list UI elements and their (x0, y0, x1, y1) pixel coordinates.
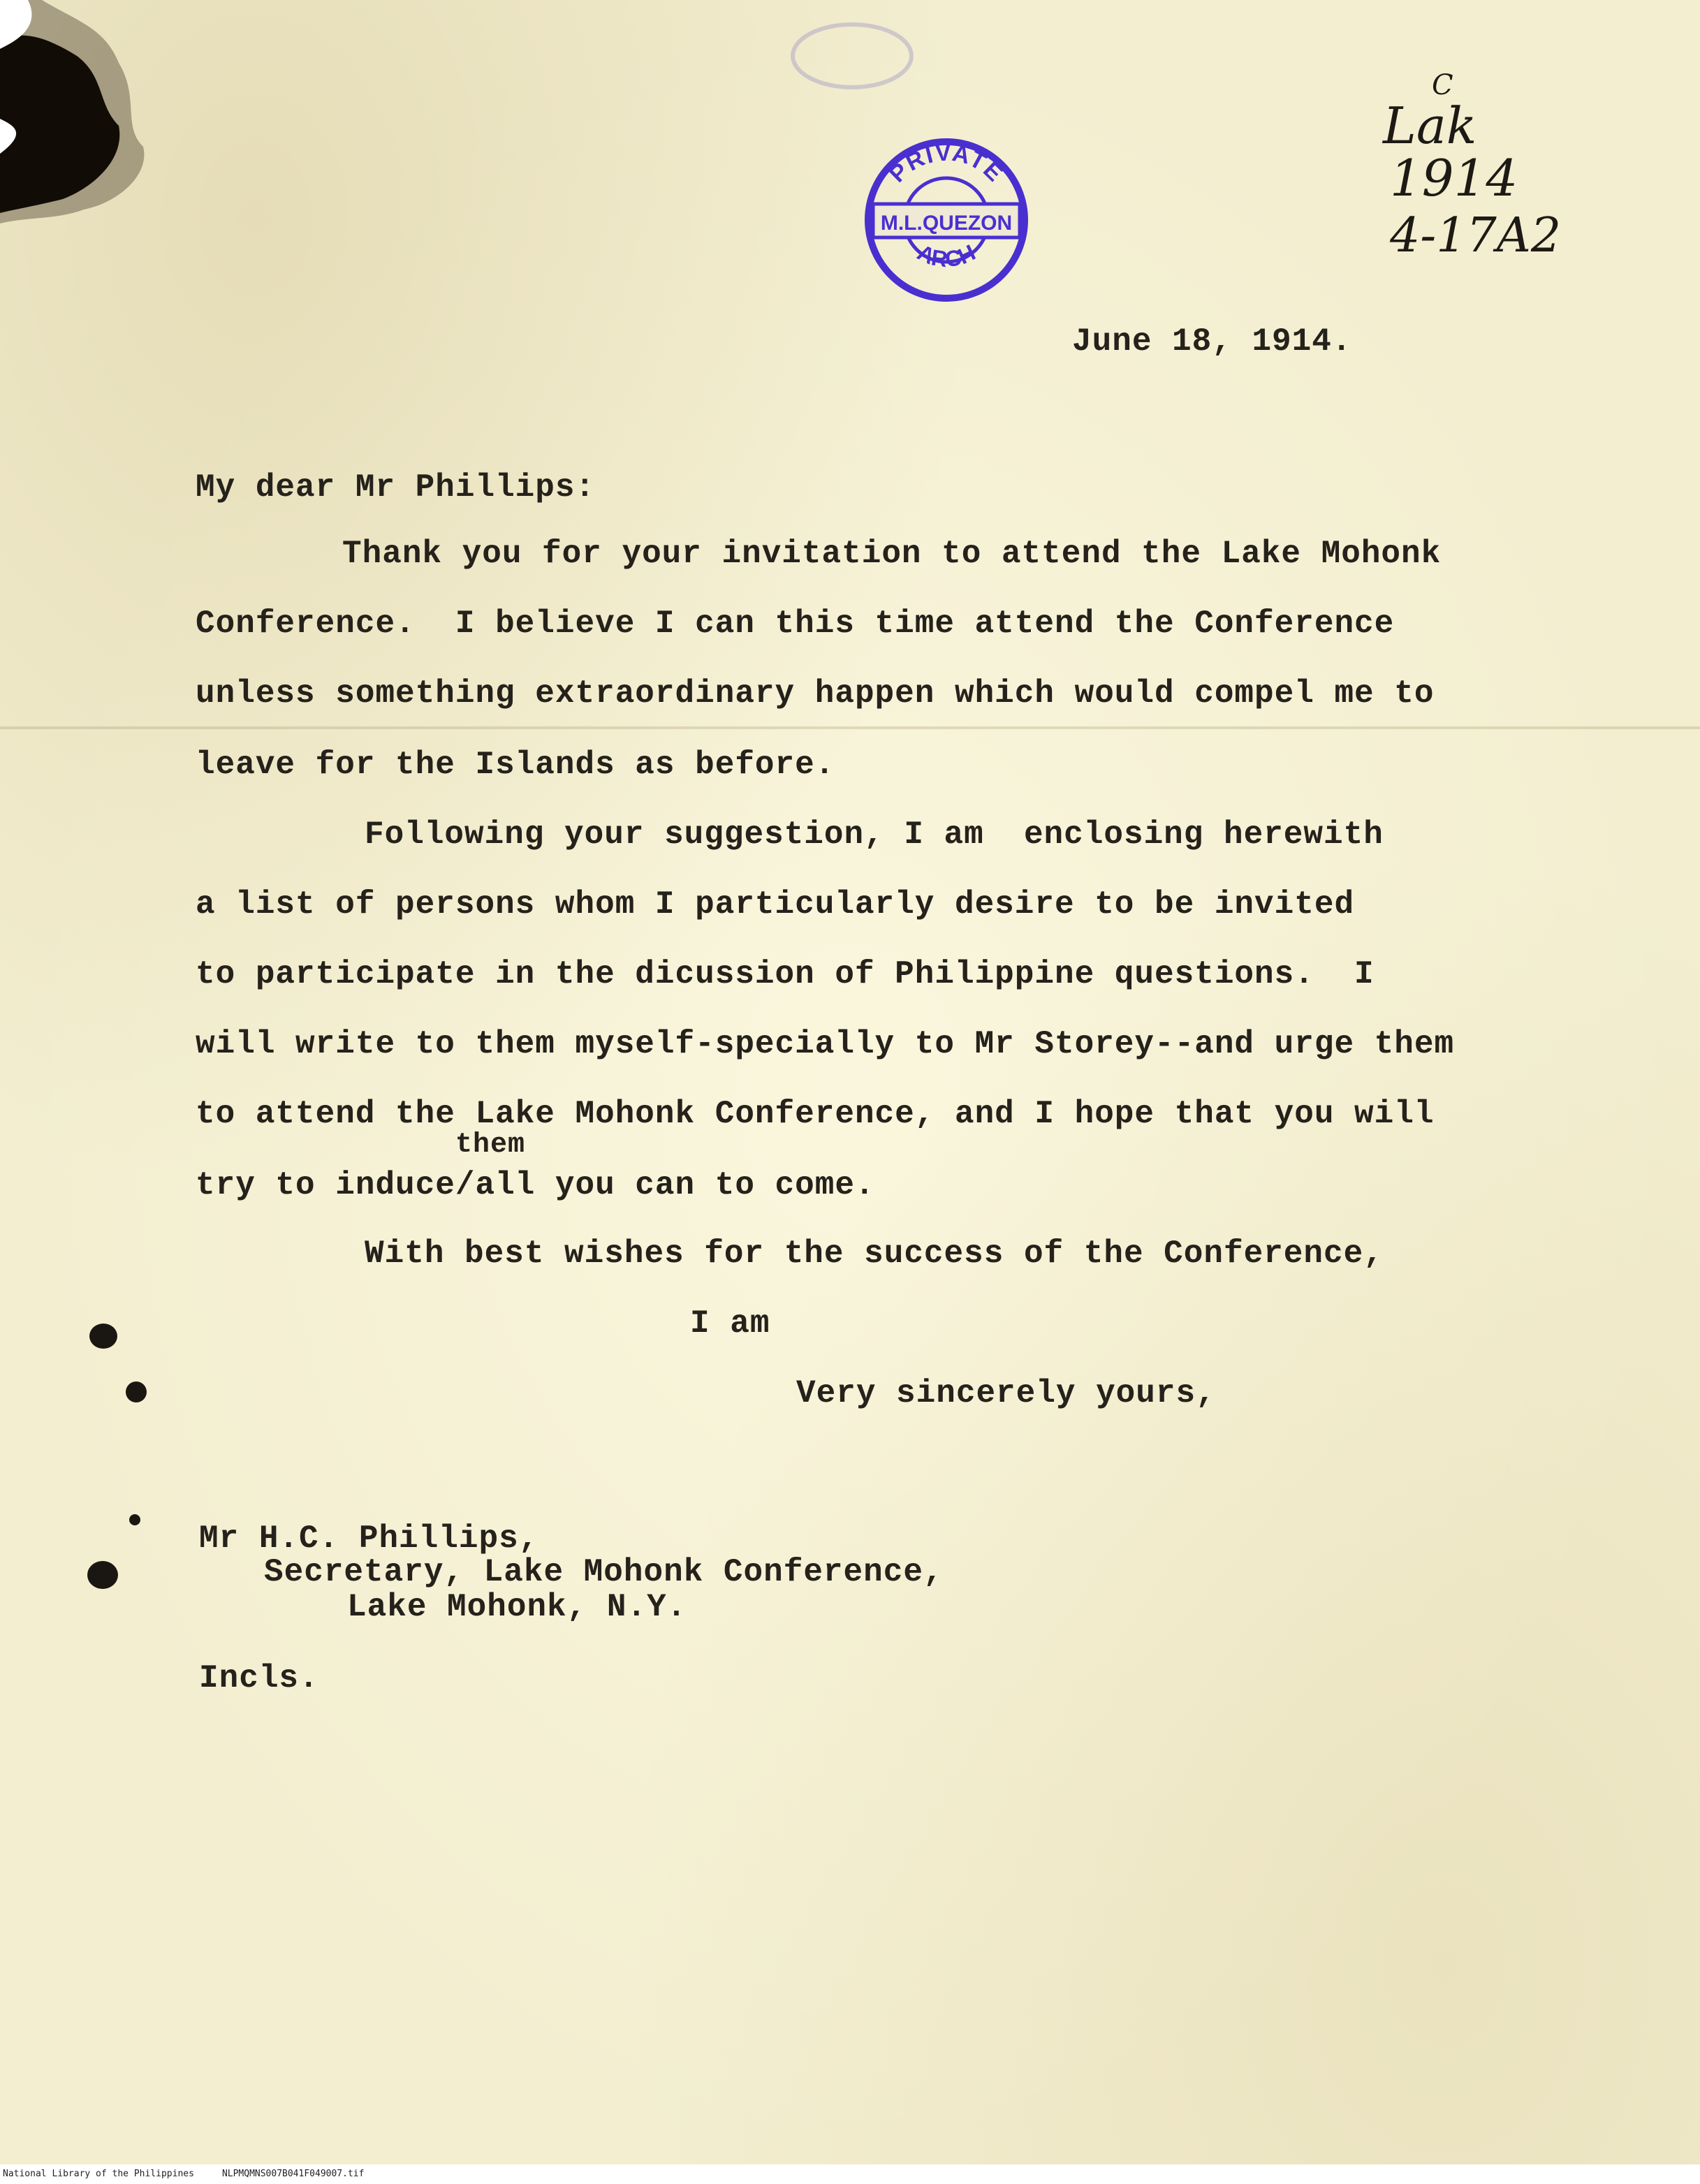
addressee-title: Secretary, Lake Mohonk Conference, (264, 1554, 944, 1590)
body-line: Conference. I believe I can this time attend the Conference (196, 606, 1395, 642)
burned-corner (0, 0, 161, 230)
private-archive-stamp (859, 133, 1034, 307)
body-line: to attend the Lake Mohonk Conference, and I hope that you will (196, 1096, 1435, 1132)
interlinear-insert: them (455, 1129, 526, 1161)
letter-date: June 18, 1914. (1072, 323, 1352, 360)
body-line: to participate in the dicussion of Philippine questions. I (196, 956, 1375, 992)
stamp-top-text: PRIVATE (884, 139, 1009, 188)
addressee-location: Lake Mohonk, N.Y. (347, 1589, 687, 1625)
body-line: try to induce/all you can to come. (196, 1167, 875, 1203)
body-line: Thank you for your invitation to attend the Lake Mohonk (342, 536, 1442, 572)
body-line: Following your suggestion, I am enclosing herewith (365, 816, 1384, 853)
handnote-line: Lak (1383, 96, 1477, 155)
addressee-name: Mr H.C. Phillips, (199, 1520, 539, 1557)
svg-text:ARCH (914, 240, 979, 272)
punch-hole (126, 1382, 147, 1402)
body-line: a list of persons whom I particularly desire to be invited (196, 886, 1355, 923)
body-line: leave for the Islands as before. (196, 747, 835, 783)
archive-footer (0, 2164, 1700, 2184)
closing: Very sincerely yours, (796, 1375, 1216, 1412)
punch-hole (87, 1561, 118, 1589)
handwritten-note (1369, 66, 1606, 276)
body-line: unless something extraordinary happen which would compel me to (196, 675, 1435, 712)
handnote-line: C (1432, 69, 1453, 101)
enclosures-note: Incls. (199, 1660, 319, 1696)
stamp-bottom-text: ARCH (914, 239, 979, 272)
footer-institution: National Library of the Philippines (3, 2169, 194, 2179)
closing-i-am: I am (690, 1305, 770, 1342)
svg-text:PRIVATE (884, 140, 1009, 188)
closing-sentence: With best wishes for the success of the Conference, (365, 1236, 1384, 1272)
punch-hole (129, 1514, 140, 1525)
salutation: My dear Mr Phillips: (196, 469, 596, 506)
punch-hole (89, 1324, 117, 1349)
fold-line (0, 726, 1700, 729)
stamp-center-text: M.L.QUEZON (880, 212, 1013, 235)
body-line: will write to them myself-specially to Mr Storey--and urge them (196, 1026, 1455, 1062)
faint-stamp (782, 14, 922, 98)
footer-file-id: NLPMQMNS007B041F049007.tif (221, 2169, 365, 2179)
handnote-line: 1914 (1390, 149, 1518, 207)
handnote-line: 4-17A2 (1390, 208, 1562, 263)
